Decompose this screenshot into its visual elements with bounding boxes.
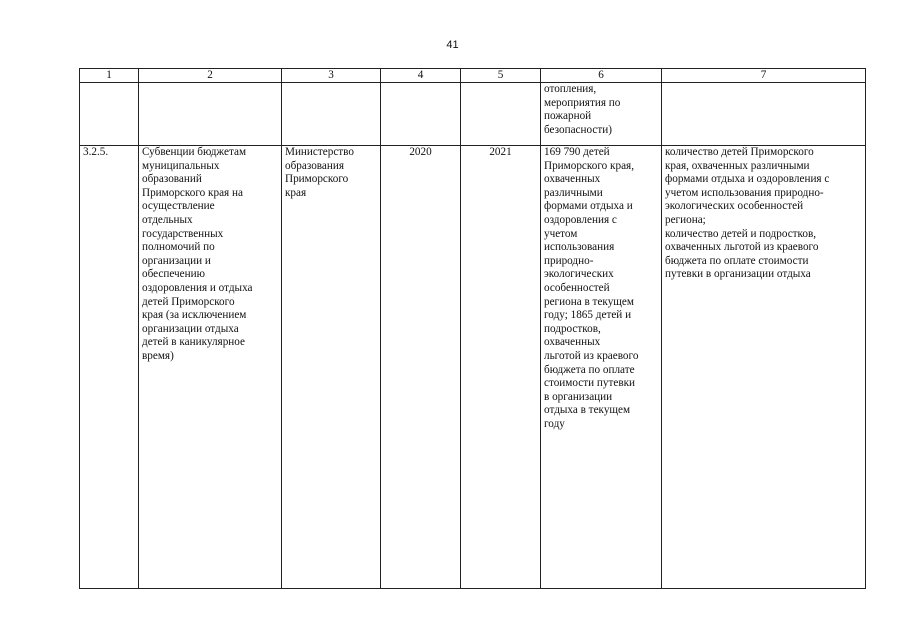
program-table (79, 68, 866, 589)
cont-cell-result: отопления, мероприятия по пожарной безопасности) (541, 83, 662, 146)
header-col-4: 4 (381, 69, 461, 83)
header-col-7: 7 (662, 69, 866, 83)
cont-cell-4 (381, 83, 461, 146)
row-start-year: 2020 (381, 146, 461, 589)
header-col-6: 6 (541, 69, 662, 83)
row-name: Субвенции бюджетам муниципальных образований Приморского края на осуществление отдельных государственных полномочий по организации и обеспечению оздоровления и отдыха детей Приморского края (за исключением организации отдыха детей в каникулярное время) (139, 146, 282, 589)
header-col-1: 1 (80, 69, 139, 83)
page-number: 41 (446, 39, 459, 51)
row-indicators: количество детей Приморского края, охваченных различными формами отдыха и оздоровления с учетом использования природно- экологических особенностей региона; количество детей и подростков, охваченных льготой из краевого бюджета по оплате стоимости путевки в организации отдыха (662, 146, 866, 589)
row-result: 169 790 детей Приморского края, охваченных различными формами отдыха и оздоровления с учетом использования природно- экологических особенностей региона в текущем году; 1865 детей и подростков, охваченных льготой из краевого бюджета по оплате стоимости путевки в организации отдыха в текущем году (541, 146, 662, 589)
row-number: 3.2.5. (80, 146, 139, 589)
row-executor: Министерство образования Приморского края (282, 146, 381, 589)
header-col-3: 3 (282, 69, 381, 83)
cont-cell-7 (662, 83, 866, 146)
continuation-row (80, 83, 866, 146)
cont-cell-5 (461, 83, 541, 146)
row-end-year: 2021 (461, 146, 541, 589)
table-row (80, 146, 866, 589)
cont-cell-3 (282, 83, 381, 146)
header-col-2: 2 (139, 69, 282, 83)
cont-cell-2 (139, 83, 282, 146)
header-row (80, 69, 866, 83)
header-col-5: 5 (461, 69, 541, 83)
cont-cell-1 (80, 83, 139, 146)
